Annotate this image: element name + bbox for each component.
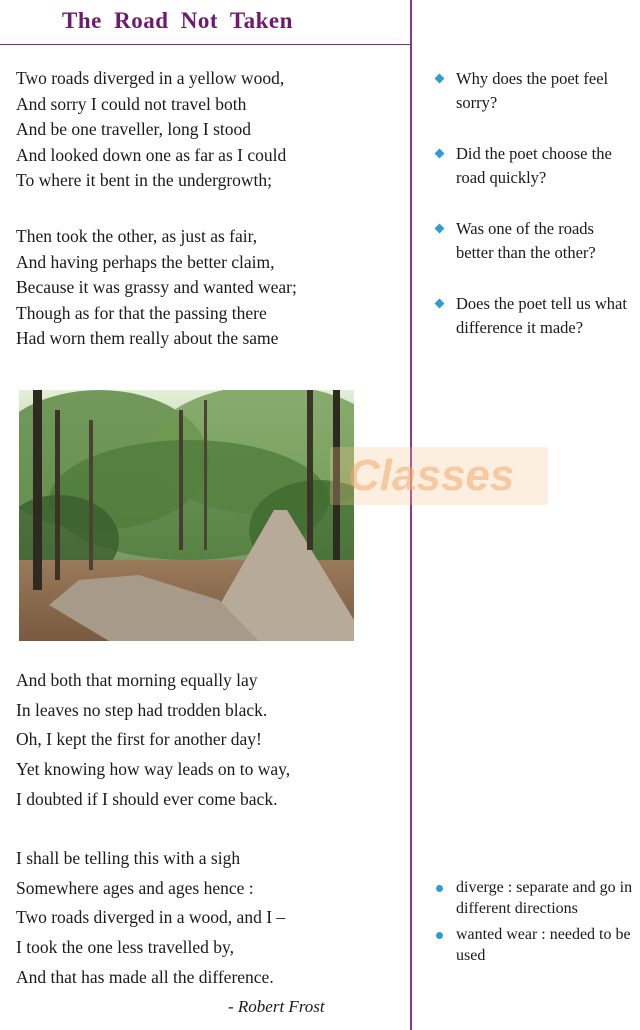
poem-line: I shall be telling this with a sigh xyxy=(16,848,241,868)
poem-line: And having perhaps the better claim, xyxy=(16,251,275,272)
diamond-bullet-icon xyxy=(435,74,445,84)
stanza-4 xyxy=(16,844,285,992)
question-list xyxy=(430,67,635,367)
poem-line: Two roads diverged in a wood, and I – xyxy=(16,907,286,928)
diamond-bullet-icon xyxy=(435,224,445,234)
glossary-item xyxy=(436,878,636,919)
stanza-3 xyxy=(16,666,290,814)
question-text: Was one of the roads better than the other? xyxy=(456,219,596,262)
column-divider xyxy=(410,0,412,1030)
diamond-bullet-icon xyxy=(435,149,445,159)
title-underline xyxy=(0,44,411,45)
watermark-text: Classes xyxy=(348,451,515,500)
poem-line: Because it was grassy and wanted wear; xyxy=(16,277,297,297)
poem-author: - Robert Frost xyxy=(228,997,325,1016)
question-text: Why does the poet feel sorry? xyxy=(456,69,609,112)
poem-line: Somewhere ages and ages hence : xyxy=(16,877,254,898)
question-text: Does the poet tell us what difference it made? xyxy=(456,294,627,337)
poem-line: And sorry I could not travel both xyxy=(16,93,247,114)
diamond-bullet-icon xyxy=(435,299,445,309)
poem-line: Oh, I kept the first for another day! xyxy=(16,729,262,750)
poem-line: I doubted if I should ever come back. xyxy=(16,788,278,809)
dot-bullet-icon xyxy=(436,885,443,892)
glossary-text: wanted wear : needed to be used xyxy=(456,926,631,964)
poem-line: And that has made all the difference. xyxy=(16,966,274,987)
poem-title: The Road Not Taken xyxy=(62,8,293,33)
poem-line: Though as for that the passing there xyxy=(16,302,267,323)
poem-line: In leaves no step had trodden black. xyxy=(16,699,268,720)
poem-line: And be one traveller, long I stood xyxy=(16,119,252,139)
forest-road-photo xyxy=(19,390,354,641)
stanza-1 xyxy=(16,66,286,194)
question-item xyxy=(430,67,635,114)
poem-line: And both that morning equally lay xyxy=(16,670,258,690)
poem-line: To where it bent in the undergrowth; xyxy=(16,170,273,190)
poem-line: Had worn them really about the same xyxy=(16,328,279,348)
question-item xyxy=(430,292,635,339)
watermark-logo xyxy=(330,447,548,505)
dot-bullet-icon xyxy=(436,932,443,939)
glossary-item xyxy=(436,925,636,966)
poem-line: Two roads diverged in a yellow wood, xyxy=(16,68,285,88)
poem-line: Yet knowing how way leads on to way, xyxy=(16,759,291,780)
glossary-text: diverge : separate and go in different directions xyxy=(456,879,633,917)
question-text: Did the poet choose the road quickly? xyxy=(456,144,612,187)
poem-line: I took the one less travelled by, xyxy=(16,937,235,958)
question-item xyxy=(430,142,635,189)
question-item xyxy=(430,217,635,264)
poem-line: Then took the other, as just as fair, xyxy=(16,226,258,246)
poem-line: And looked down one as far as I could xyxy=(16,144,287,165)
glossary-list xyxy=(436,878,636,972)
stanza-2 xyxy=(16,224,297,352)
